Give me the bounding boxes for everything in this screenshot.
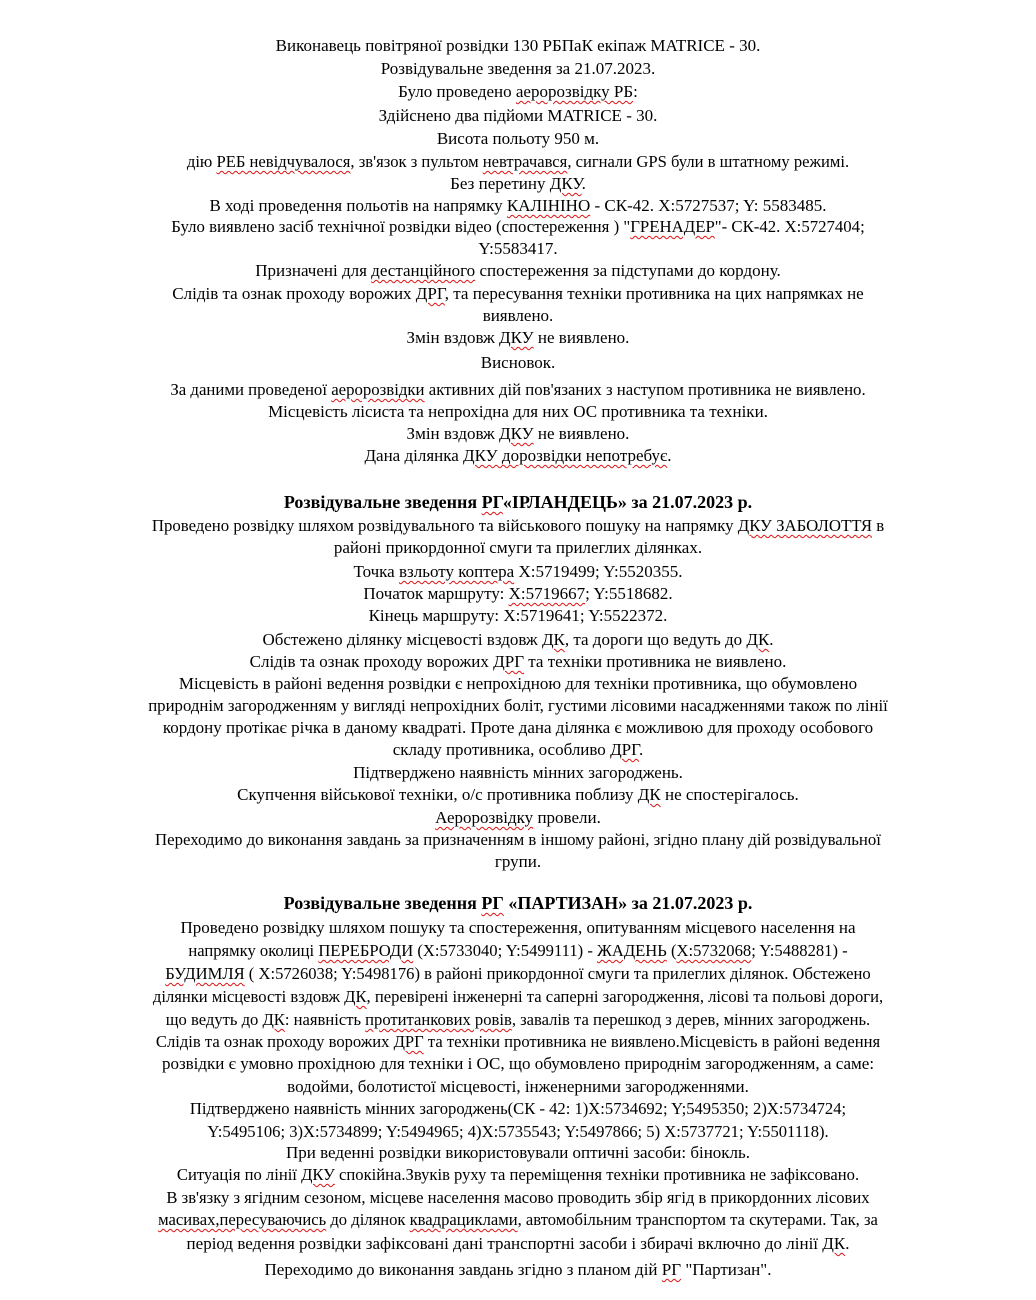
text-line bbox=[0, 918, 1036, 938]
text-run: Переходимо до виконання завдань згідно з планом дій bbox=[264, 1260, 662, 1279]
text-run: ; Y:5488281) - bbox=[751, 941, 848, 960]
text-run: Y:5495106; 3)X:5734899; Y:5494965; 4)X:5735543; Y:5497866; 5) X:5737721; Y:5501118). bbox=[207, 1122, 829, 1141]
text-run: напрямку околиці bbox=[188, 941, 319, 960]
text-line bbox=[0, 196, 1036, 216]
spellcheck-flagged-word: взльоту коптера bbox=[398, 562, 515, 581]
text-run: Y:5583417. bbox=[478, 239, 558, 258]
text-run: , автомобільним транспортом та скутерами. Так, за bbox=[517, 1210, 878, 1229]
text-run: "Партизан". bbox=[681, 1260, 772, 1279]
text-run: Переходимо до виконання завдань за призначенням в іншому районі, згідно плану дій розвідувальної bbox=[155, 830, 881, 849]
text-run: Точка bbox=[353, 562, 399, 581]
spellcheck-flagged-word: РГ bbox=[661, 1260, 682, 1279]
text-run: Слідів та ознак проходу ворожих bbox=[155, 1032, 394, 1051]
text-line bbox=[0, 1210, 1036, 1230]
text-run: активних дій пов'язаних з наступом противника не виявлено. bbox=[424, 380, 866, 399]
spellcheck-flagged-word: ЖАДЕНЬ bbox=[597, 941, 667, 960]
text-run: спокійна.Звуків руху та переміщення техніки противника не зафіксовано. bbox=[334, 1165, 860, 1184]
text-line bbox=[0, 353, 1036, 373]
text-line bbox=[0, 630, 1036, 650]
text-run: кордону протікає річка в даному квадраті. Проте дана ділянка є можливою для проходу особового bbox=[162, 718, 874, 737]
text-run: Проведено розвідку шляхом пошуку та спостереження, опитуванням місцевого населення на bbox=[180, 918, 856, 937]
text-run: Було проведено bbox=[398, 82, 516, 101]
text-line bbox=[0, 562, 1036, 582]
text-line bbox=[0, 217, 1036, 237]
spellcheck-flagged-word: X:5719667 bbox=[508, 584, 586, 603]
text-run: виявлено. bbox=[482, 306, 554, 325]
text-run: , та дороги що ведуть до bbox=[564, 630, 747, 649]
spellcheck-flagged-word: X:5732068 bbox=[676, 941, 752, 960]
text-line bbox=[0, 1165, 1036, 1185]
text-run: За даними проведеної bbox=[170, 380, 332, 399]
text-run: та техніки противника не виявлено. bbox=[524, 652, 787, 671]
text-run: складу противника, особливо bbox=[392, 740, 611, 759]
text-run: дію bbox=[186, 152, 217, 171]
text-line bbox=[0, 152, 1036, 172]
text-line bbox=[0, 1099, 1036, 1119]
spellcheck-flagged-word: ДКУ bbox=[499, 424, 534, 443]
text-line bbox=[0, 696, 1036, 716]
text-line bbox=[0, 1143, 1036, 1163]
spellcheck-flagged-word: ГРЕНАДЕР bbox=[630, 217, 715, 236]
text-run: Було виявлено засіб технічної розвідки відео (спостереження ) " bbox=[171, 217, 631, 236]
text-line bbox=[0, 785, 1036, 805]
spellcheck-flagged-word: РЕБ невідчувалося bbox=[216, 152, 351, 171]
text-line bbox=[0, 1188, 1036, 1208]
section-heading bbox=[0, 893, 1036, 913]
text-line bbox=[0, 1122, 1036, 1142]
text-run: Слідів та ознак проходу ворожих bbox=[249, 652, 494, 671]
text-run: Виконавець повітряної розвідки 130 РБПаК екіпаж MATRICE - 30. bbox=[275, 36, 761, 55]
text-line bbox=[0, 306, 1036, 326]
spellcheck-flagged-word: ДРГ bbox=[610, 740, 640, 759]
text-run: Місцевість в районі ведення розвідки є непрохідною для техніки противника, що обумовлено bbox=[178, 674, 858, 693]
spellcheck-flagged-word: аеророзвідку РБ bbox=[515, 82, 634, 101]
spellcheck-flagged-word: аеророзвідки bbox=[331, 380, 425, 399]
text-line bbox=[0, 652, 1036, 672]
text-line bbox=[0, 402, 1036, 422]
text-line bbox=[0, 1032, 1036, 1052]
text-run: групи. bbox=[494, 852, 542, 871]
text-run: ( bbox=[666, 941, 677, 960]
text-run: В ході проведення польотів на напрямку bbox=[209, 196, 507, 215]
spellcheck-flagged-word: ДКУ ЗАБОЛОТТЯ bbox=[737, 516, 873, 535]
text-run: (X:5733040; Y:5499111) - bbox=[413, 941, 597, 960]
text-run: період ведення розвідки зафіксовані дані транспортні засоби і збирачі включно до лінії bbox=[186, 1234, 823, 1253]
text-run: Підтверджено наявність мінних загороджень. bbox=[353, 763, 683, 782]
text-run: ділянки місцевості вздовж bbox=[152, 987, 345, 1006]
spellcheck-flagged-word: ДК bbox=[262, 1010, 285, 1029]
spellcheck-flagged-word: протитанкових ровів bbox=[365, 1010, 512, 1029]
text-line bbox=[0, 1260, 1036, 1280]
text-line bbox=[0, 1077, 1036, 1097]
text-run: Розвідувальне зведення bbox=[283, 893, 482, 913]
text-run: Висота польоту 950 м. bbox=[436, 129, 600, 148]
text-run: ; Y:5518682. bbox=[585, 584, 673, 603]
text-run: , завалів та перешкод з дерев, мінних загороджень. bbox=[511, 1010, 871, 1029]
text-run: Слідів та ознак проходу ворожих bbox=[172, 284, 416, 303]
spellcheck-flagged-word: невтрачався bbox=[482, 152, 568, 171]
text-line bbox=[0, 1054, 1036, 1074]
text-run: , перевірені інженерні та саперні загородження, лісові та польові дороги, bbox=[366, 987, 884, 1006]
text-line bbox=[0, 763, 1036, 783]
text-line bbox=[0, 174, 1036, 194]
spellcheck-flagged-word: ПЕРЕБРОДИ bbox=[318, 941, 414, 960]
text-run: В зв'язку з ягідним сезоном, місцеве населення масово проводить збір ягід в прикордонних лісових bbox=[166, 1188, 870, 1207]
text-run: Призначені для bbox=[255, 261, 372, 280]
spellcheck-flagged-word: ДРГ bbox=[493, 652, 525, 671]
text-line bbox=[0, 59, 1036, 79]
text-run: не спостерігалось. bbox=[660, 785, 799, 804]
spellcheck-flagged-word: ДКУ bbox=[549, 174, 582, 193]
text-run: . bbox=[581, 174, 586, 193]
spellcheck-flagged-word: ДКУ дорозвідки непотребує bbox=[463, 446, 668, 465]
spellcheck-flagged-word: ДРГ bbox=[415, 284, 445, 303]
text-run: Підтверджено наявність мінних загороджень(СК - 42: 1)X:5734692; Y;5495350; 2)X:5734724; bbox=[189, 1099, 847, 1118]
text-line bbox=[0, 1234, 1036, 1254]
text-run: Місцевість лісиста та непрохідна для них ОС противника та техніки. bbox=[268, 402, 768, 421]
text-run: , сигнали GPS були в штатному режимі. bbox=[567, 152, 850, 171]
text-run: Проведено розвідку шляхом розвідувального та військового пошуку на напрямку bbox=[151, 516, 738, 535]
text-run: Розвідувальне зведення за 21.07.2023. bbox=[380, 59, 656, 78]
text-run: та техніки противника не виявлено.Місцевість в районі ведення bbox=[423, 1032, 881, 1051]
text-run: водойми, болотистої місцевості, інженерними загородженнями. bbox=[287, 1077, 749, 1096]
spellcheck-flagged-word: ДК bbox=[344, 987, 367, 1006]
text-line bbox=[0, 941, 1036, 961]
text-line bbox=[0, 36, 1036, 56]
text-line bbox=[0, 328, 1036, 348]
text-run: Скупчення військової техніки, о/с противника поблизу bbox=[237, 785, 638, 804]
text-run: , та пересування техніки противника на цих напрямках не bbox=[444, 284, 864, 303]
text-run: : bbox=[633, 82, 638, 101]
spellcheck-flagged-word: ДК bbox=[637, 785, 661, 804]
text-run: «ІРЛАНДЕЦЬ» за 21.07.2023 р. bbox=[502, 492, 753, 512]
text-line bbox=[0, 740, 1036, 760]
spellcheck-flagged-word: БУДИМЛЯ bbox=[165, 964, 245, 983]
spellcheck-flagged-word: РГ bbox=[481, 893, 504, 913]
spellcheck-flagged-word: ДК bbox=[746, 630, 770, 649]
text-run: не виявлено. bbox=[533, 328, 630, 347]
text-run: Змін вздовж bbox=[406, 424, 500, 443]
text-line bbox=[0, 446, 1036, 466]
text-run: . bbox=[667, 446, 672, 465]
spellcheck-flagged-word: ДРГ bbox=[393, 1032, 424, 1051]
spellcheck-flagged-word: квадрациклами bbox=[409, 1210, 518, 1229]
text-run: . bbox=[769, 630, 774, 649]
spellcheck-flagged-word: ДКУ bbox=[301, 1165, 335, 1184]
text-run: - СК-42. X:5727537; Y: 5583485. bbox=[590, 196, 827, 215]
text-run: «ПАРТИЗАН» за 21.07.2023 р. bbox=[503, 893, 753, 913]
spellcheck-flagged-word: ДК bbox=[541, 630, 565, 649]
text-run: Ситуація по лінії bbox=[176, 1165, 302, 1184]
text-run: Без перетину bbox=[450, 174, 550, 193]
text-line bbox=[0, 284, 1036, 304]
text-run: в bbox=[872, 516, 885, 535]
text-line bbox=[0, 718, 1036, 738]
text-run: X:5719499; Y:5520355. bbox=[514, 562, 683, 581]
text-line bbox=[0, 129, 1036, 149]
spellcheck-flagged-word: ДК bbox=[822, 1234, 846, 1253]
text-line bbox=[0, 261, 1036, 281]
text-line bbox=[0, 106, 1036, 126]
text-line bbox=[0, 380, 1036, 400]
text-line bbox=[0, 964, 1036, 984]
text-line bbox=[0, 584, 1036, 604]
text-run: Розвідувальне зведення bbox=[283, 492, 482, 512]
text-run: . bbox=[845, 1234, 850, 1253]
text-line bbox=[0, 424, 1036, 444]
text-run: районі прикордонної смуги та прилеглих ділянках. bbox=[333, 538, 703, 557]
spellcheck-flagged-word: ДКУ bbox=[499, 328, 534, 347]
text-run: При веденні розвідки використовували оптичні засоби: бінокль. bbox=[285, 1143, 751, 1162]
text-run: природнім загородженням у вигляді непрохідних боліт, густими лісовими насадженнями також по лінії bbox=[148, 696, 888, 715]
text-run: Здійснено два підйоми MATRICE - 30. bbox=[378, 106, 658, 125]
text-line bbox=[0, 1010, 1036, 1030]
text-run: Дана ділянка bbox=[364, 446, 464, 465]
text-run: до ділянок bbox=[326, 1210, 410, 1229]
text-run: Обстежено ділянку місцевості вздовж bbox=[262, 630, 542, 649]
spellcheck-flagged-word: дестанційного bbox=[371, 261, 476, 280]
text-run: провели. bbox=[533, 808, 601, 827]
text-run: "- СК-42. X:5727404; bbox=[714, 217, 865, 236]
text-run: Змін вздовж bbox=[406, 328, 500, 347]
text-run: Висновок. bbox=[480, 353, 556, 372]
spellcheck-flagged-word: масивах,пересуваючись bbox=[158, 1210, 327, 1229]
spellcheck-flagged-word: КАЛІНІНО bbox=[506, 196, 591, 215]
spellcheck-flagged-word: Аеророзвідку bbox=[435, 808, 534, 827]
text-line bbox=[0, 830, 1036, 850]
text-run: не виявлено. bbox=[533, 424, 630, 443]
text-line bbox=[0, 82, 1036, 102]
text-run: , зв'язок з пультом bbox=[350, 152, 483, 171]
section-heading bbox=[0, 492, 1036, 512]
text-run: ( X:5726038; Y:5498176) в районі прикордонної смуги та прилеглих ділянок. Обстежено bbox=[244, 964, 871, 983]
text-line bbox=[0, 852, 1036, 872]
text-line bbox=[0, 606, 1036, 626]
text-line bbox=[0, 987, 1036, 1007]
text-run: розвідки є умовно прохідною для техніки і ОС, що обумовлено природнім загородженням, а саме: bbox=[161, 1054, 875, 1073]
text-line bbox=[0, 808, 1036, 828]
text-line bbox=[0, 674, 1036, 694]
spellcheck-flagged-word: РГ bbox=[481, 492, 503, 512]
text-run: що ведуть до bbox=[165, 1010, 263, 1029]
text-run: спостереження за підступами до кордону. bbox=[475, 261, 781, 280]
text-line bbox=[0, 538, 1036, 558]
text-line bbox=[0, 239, 1036, 259]
text-run: Початок маршруту: bbox=[363, 584, 509, 603]
text-run: : наявність bbox=[284, 1010, 366, 1029]
text-run: . bbox=[639, 740, 644, 759]
text-run: Кінець маршруту: X:5719641; Y:5522372. bbox=[368, 606, 668, 625]
text-line bbox=[0, 516, 1036, 536]
